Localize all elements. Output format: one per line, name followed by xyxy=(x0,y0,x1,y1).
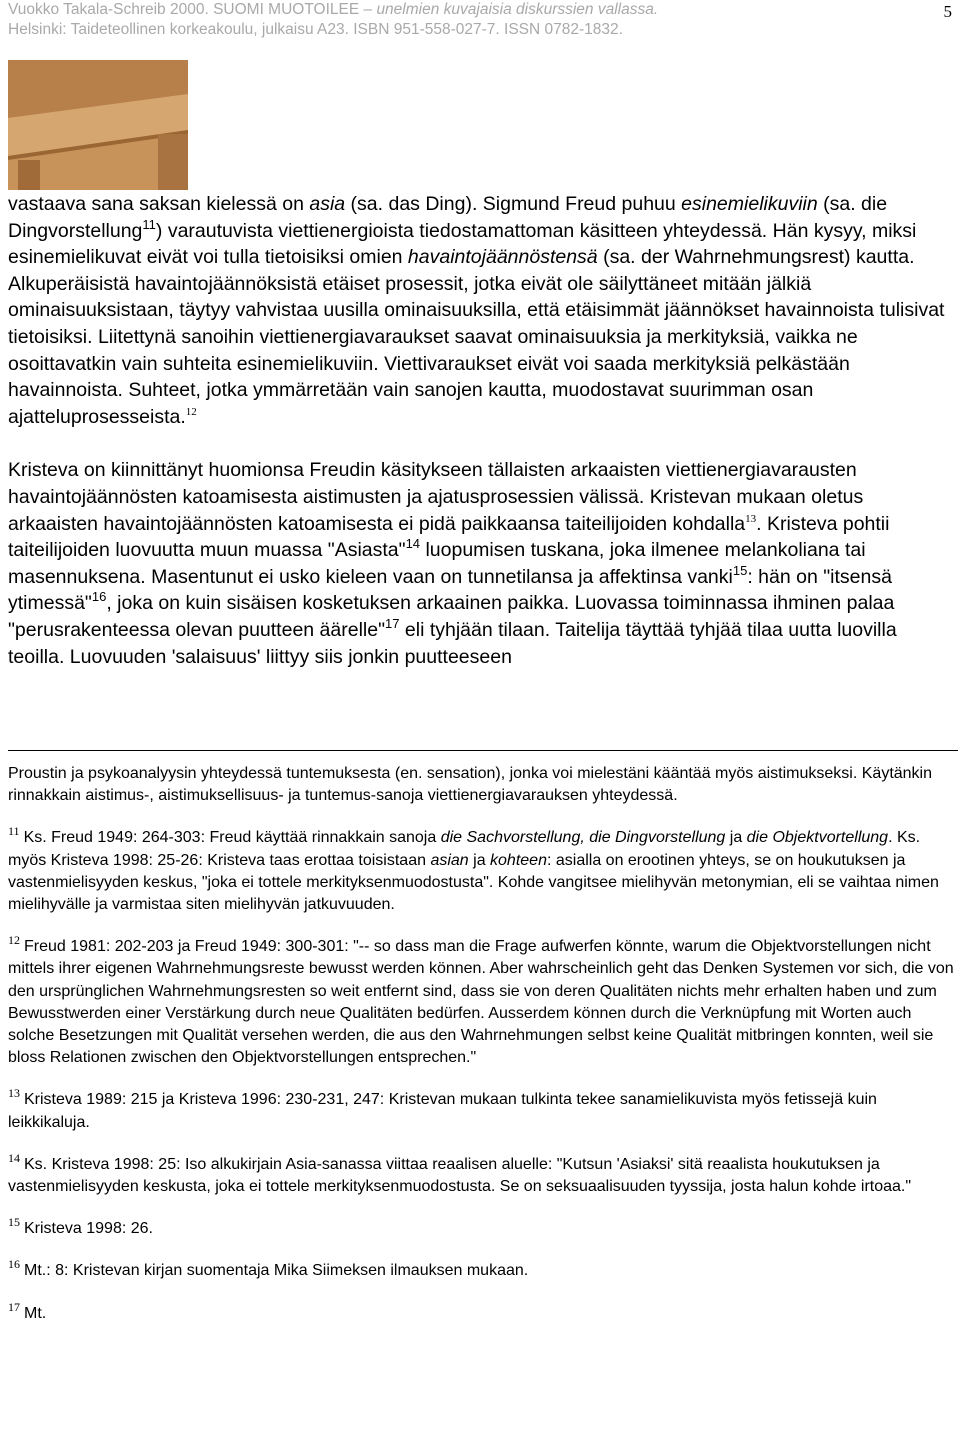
document-header xyxy=(8,0,948,40)
footnote-ref-14[interactable]: 14 xyxy=(405,536,421,552)
header-line-2: Helsinki: Taideteollinen korkeakoulu, julkaisu A23. ISBN 951-558-027-7. ISSN 0782-1832. xyxy=(8,21,623,38)
main-text xyxy=(8,191,958,670)
wooden-furniture-photo xyxy=(8,60,188,190)
footnote-ref-16[interactable]: 16 xyxy=(91,589,107,605)
footnote-16: $^{16}$ Mt.: 8: Kristevan kirjan suomentaja Mika Siimeksen ilmauksen mukaan. xyxy=(8,1257,529,1280)
footnote-ref-17[interactable]: 17 xyxy=(385,615,400,631)
footnote-ref-11[interactable]: 11 xyxy=(142,216,156,232)
footnote-continuation: Proustin ja psykoanalyysin yhteydessä tuntemuksesta (en. sensation), jonka voi mielestäni kääntää myös aistimukseksi. Käytänkin rinnakkain aistimus-, aistimuksellisuus- ja tuntemus-sanoja viettienergiavarauksen yhteydessä. xyxy=(8,765,933,805)
footnote-17: $^{17}$ Mt. xyxy=(8,1299,47,1322)
header-line-1 xyxy=(8,0,948,20)
furniture-image-icon xyxy=(8,60,188,190)
footnote-divider xyxy=(8,750,958,751)
footnote-12: $^{12}$ Freud 1981: 202-203 ja Freud 1949: 300-301: "-- so dass man die Frage aufwerfen könnte, warum die Objektvorstellungen nicht mittels ihrer eigenen Wahrnehmungsreste bewusst werden können. Aber wahrscheinlich geht das Denken Systemen vor sich, die von den ursprünglichen Wahrnehmungsresten so weit entfernt sind, dass sie von deren Qualitäten nichts mehr erhalten haben und zum Bewusstwerden einer Verstärkung durch neue Qualitäten bedürfen. Ausserdem können durch die Verknüpfung mit Worten auch solche Besetzungen mit Qualität versehen werden, die aus den Wahrnehmungen selbst keine Qualität mitbringen konnten, weil sie bloss Relationen zwischen den Objektvorstellungen entsprechen." xyxy=(8,933,954,1067)
header-subtitle: unelmien kuvajaisia diskurssien vallassa. xyxy=(376,1,659,18)
footnote-14: $^{14}$ Ks. Kristeva 1998: 25: Iso alkukirjain Asia-sanassa viittaa reaalisen aluelle: "Kutsun 'Asiaksi' sitä reaalista houkutuksen ja vastenmielisyyden keskusta, joka ei tottele merkityksenmuodostusta. Se on seksuaalisuuden tyyssija, josta halun kohde irtoaa." xyxy=(8,1150,912,1196)
footnote-ref-13[interactable]: 13 xyxy=(745,512,757,525)
paragraph-1: vastaava sana saksan kielessä on asia (sa. das Ding). Sigmund Freud puhuu esinemielikuviin (sa. die Dingvorstellung$^{11}$) varautuvista viettienergioista tiedostamattoman käsitteen yhteydessä. Hän kysyy, miksi esinemielikuvat eivät voi tulla tietoisiksi omien havaintojäännöstensä (sa. der Wahrnehmungsrest) kautta. Alkuperäisistä havaintojäännöksistä etäiset prosessit, jotka eivät ole säilyttäneet mitään jälkiä ominaisuuksistaan, täytyy vahvistaa uusilla ominaisuuksilla, että etäisimmät jäännökset havainnoista tulisivat tietoisiksi. Liitettynä sanoihin viettienergiavaraukset saavat ominaisuuksia ja merkityksiä, vaikka ne osoittavatkin vain suhteita esinemielikuviin. Viettivaraukset eivät voi saada merkityksiä pelkästään havainnoista. Suhteet, jotka ymmärretään vain sanojen kautta, muodostavat suurimman osan ajatteluprosesseista.$^{12}$ xyxy=(8,193,945,428)
page-number: 5 xyxy=(943,2,952,21)
paragraph-2: Kristeva on kiinnittänyt huomionsa Freudin käsitykseen tällaisten arkaaisten viettienergiavarausten havaintojäännösten katoamisesta aistimusten ja ajatusprosessien välissä. Kristevan mukaan oletus arkaaisten havaintojäännösten katoamisesta ei pidä paikkaansa taiteilijoiden kohdalla$^{13}$. Kristeva pohtii taiteilijoiden luovuutta muun muassa "Asiasta"$^{14}$ luopumisen tuskana, joka ilmenee melankoliana tai masennuksena. Masentunut ei usko kieleen vaan on tunnetilansa ja affektinsa vanki$^{15}$: hän on "itsensä ytimessä"$^{16}$, joka on kuin sisäisen kosketuksen arkaainen paikka. Luovassa toiminnassa ihminen palaa "perusrakenteessa olevan puutteen äärelle"$^{17}$ eli tyhjään tilaan. Taitelija täyttää tyhjää tilaa uutta luovilla teoilla. Luovuuden 'salaisuus' liittyy siis jonkin puutteeseen xyxy=(8,459,897,668)
footnote-15: $^{15}$ Kristeva 1998: 26. xyxy=(8,1215,153,1238)
header-author: Vuokko Takala-Schreib 2000. SUOMI MUOTOILEE – xyxy=(8,1,377,18)
footnote-13: $^{13}$ Kristeva 1989: 215 ja Kristeva 1996: 230-231, 247: Kristevan mukaan tulkinta tekee sanamielikuvista myös fetissejä kuin leikkikaluja. xyxy=(8,1086,877,1131)
footnotes xyxy=(8,763,958,1345)
footnote-ref-12[interactable]: 12 xyxy=(185,405,197,418)
footnote-11: $^{11}$ Ks. Freud 1949: 264-303: Freud käyttää rinnakkain sanoja die Sachvorstellung, die Dingvorstellung ja die Objektvortellung. Ks. myös Kristeva 1998: 25-26: Kristeva taas erottaa toisistaan asian ja kohteen: asialla on erootinen yhteys, se on houkutuksen ja vastenmielisyyden keskus, "joka ei tottele merkityksenmuodostusta". Kohde vangitsee mielihyvän metonymian, eli se vaihtaa nimen mielihyvälle ja varmistaa siten mielihyvän jatkuvuuden. xyxy=(8,824,939,914)
footnote-ref-15[interactable]: 15 xyxy=(732,562,748,578)
